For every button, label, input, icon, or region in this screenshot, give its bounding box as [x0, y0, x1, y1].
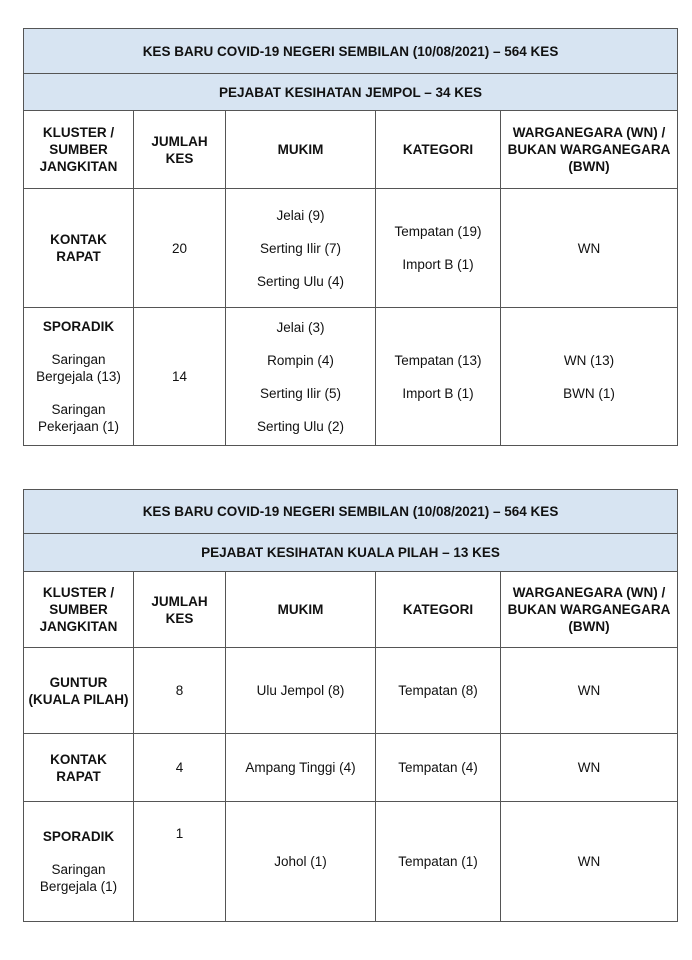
- office-row: [24, 74, 678, 111]
- kategori-item: Import B (1): [402, 257, 474, 272]
- kategori-cell: Tempatan (1): [376, 802, 501, 922]
- header-total: JUMLAH KES: [134, 111, 226, 189]
- cluster-cell: [24, 734, 134, 802]
- table-title: KES BARU COVID-19 NEGERI SEMBILAN (10/08/2021) – 564 KES: [24, 29, 678, 74]
- mukim-item: Jelai (9): [276, 207, 325, 223]
- citizenship-cell: WN: [501, 648, 678, 734]
- cluster-name: KONTAK RAPAT: [50, 232, 107, 264]
- cluster-cell: [24, 802, 134, 922]
- header-citizenship: WARGANEGARA (WN) / BUKAN WARGANEGARA (BWN): [501, 111, 678, 189]
- mukim-item: Serting Ulu (2): [256, 418, 345, 434]
- header-kategori: KATEGORI: [376, 572, 501, 648]
- mukim-item: Jelai (3): [276, 319, 325, 335]
- citizenship-cell: WN: [501, 734, 678, 802]
- table-row: [24, 734, 678, 802]
- mukim-item: Serting Ilir (5): [259, 385, 342, 401]
- citizenship-cell: [501, 189, 678, 308]
- total-cell: 1: [134, 802, 226, 922]
- header-cluster: KLUSTER / SUMBER JANGKITAN: [24, 572, 134, 648]
- mukim-cell: Ampang Tinggi (4): [226, 734, 376, 802]
- cluster-cell: [24, 648, 134, 734]
- mukim-item: Serting Ulu (4): [256, 273, 345, 289]
- cluster-name: SPORADIK: [42, 319, 115, 334]
- table-row: [24, 802, 678, 922]
- cluster-sub: Saringan Bergejala (1): [39, 862, 118, 894]
- cluster-name: KONTAK RAPAT: [50, 751, 107, 784]
- table-row: [24, 308, 678, 446]
- header-mukim: MUKIM: [226, 111, 376, 189]
- header-citizenship: WARGANEGARA (WN) / BUKAN WARGANEGARA (BWN): [501, 572, 678, 648]
- column-header-row: [24, 111, 678, 189]
- table-row: [24, 189, 678, 308]
- jempol-cases-table: [23, 28, 678, 446]
- office-title: PEJABAT KESIHATAN JEMPOL – 34 KES: [24, 74, 678, 111]
- cluster-sub: Saringan Pekerjaan (1): [37, 402, 120, 434]
- mukim-cell: Ulu Jempol (8): [226, 648, 376, 734]
- office-row: [24, 534, 678, 572]
- citizenship-item: WN: [577, 240, 601, 256]
- mukim-cell: [226, 308, 376, 446]
- header-total: JUMLAH KES: [134, 572, 226, 648]
- total-cell: 20: [134, 189, 226, 308]
- total-cell: 14: [134, 308, 226, 446]
- cluster-cell: [24, 308, 134, 446]
- table-title-row: [24, 29, 678, 74]
- table-title: KES BARU COVID-19 NEGERI SEMBILAN (10/08/2021) – 564 KES: [24, 490, 678, 534]
- column-header-row: [24, 572, 678, 648]
- mukim-cell: [226, 189, 376, 308]
- office-title: PEJABAT KESIHATAN KUALA PILAH – 13 KES: [24, 534, 678, 572]
- kuala-pilah-cases-table: [23, 489, 678, 922]
- header-kategori: KATEGORI: [376, 111, 501, 189]
- cluster-name: GUNTUR (KUALA PILAH): [28, 674, 129, 707]
- total-cell: 8: [134, 648, 226, 734]
- mukim-cell: Johol (1): [226, 802, 376, 922]
- cluster-name: SPORADIK: [42, 829, 115, 844]
- citizenship-cell: WN: [501, 802, 678, 922]
- table-row: [24, 648, 678, 734]
- mukim-item: Rompin (4): [267, 352, 334, 368]
- header-mukim: MUKIM: [226, 572, 376, 648]
- citizenship-item: WN (13): [563, 352, 615, 368]
- kategori-item: Tempatan (19): [394, 224, 482, 239]
- kategori-cell: [376, 308, 501, 446]
- citizenship-item: BWN (1): [563, 385, 615, 401]
- total-cell: 4: [134, 734, 226, 802]
- mukim-item: Serting Ilir (7): [259, 240, 342, 256]
- cluster-sub: Saringan Bergejala (13): [36, 352, 121, 384]
- cluster-cell: [24, 189, 134, 308]
- table-title-row: [24, 490, 678, 534]
- header-cluster: KLUSTER / SUMBER JANGKITAN: [24, 111, 134, 189]
- kategori-cell: Tempatan (8): [376, 648, 501, 734]
- kategori-cell: [376, 189, 501, 308]
- kategori-cell: Tempatan (4): [376, 734, 501, 802]
- citizenship-cell: [501, 308, 678, 446]
- kategori-item: Tempatan (13): [394, 352, 482, 368]
- kategori-item: Import B (1): [402, 385, 474, 401]
